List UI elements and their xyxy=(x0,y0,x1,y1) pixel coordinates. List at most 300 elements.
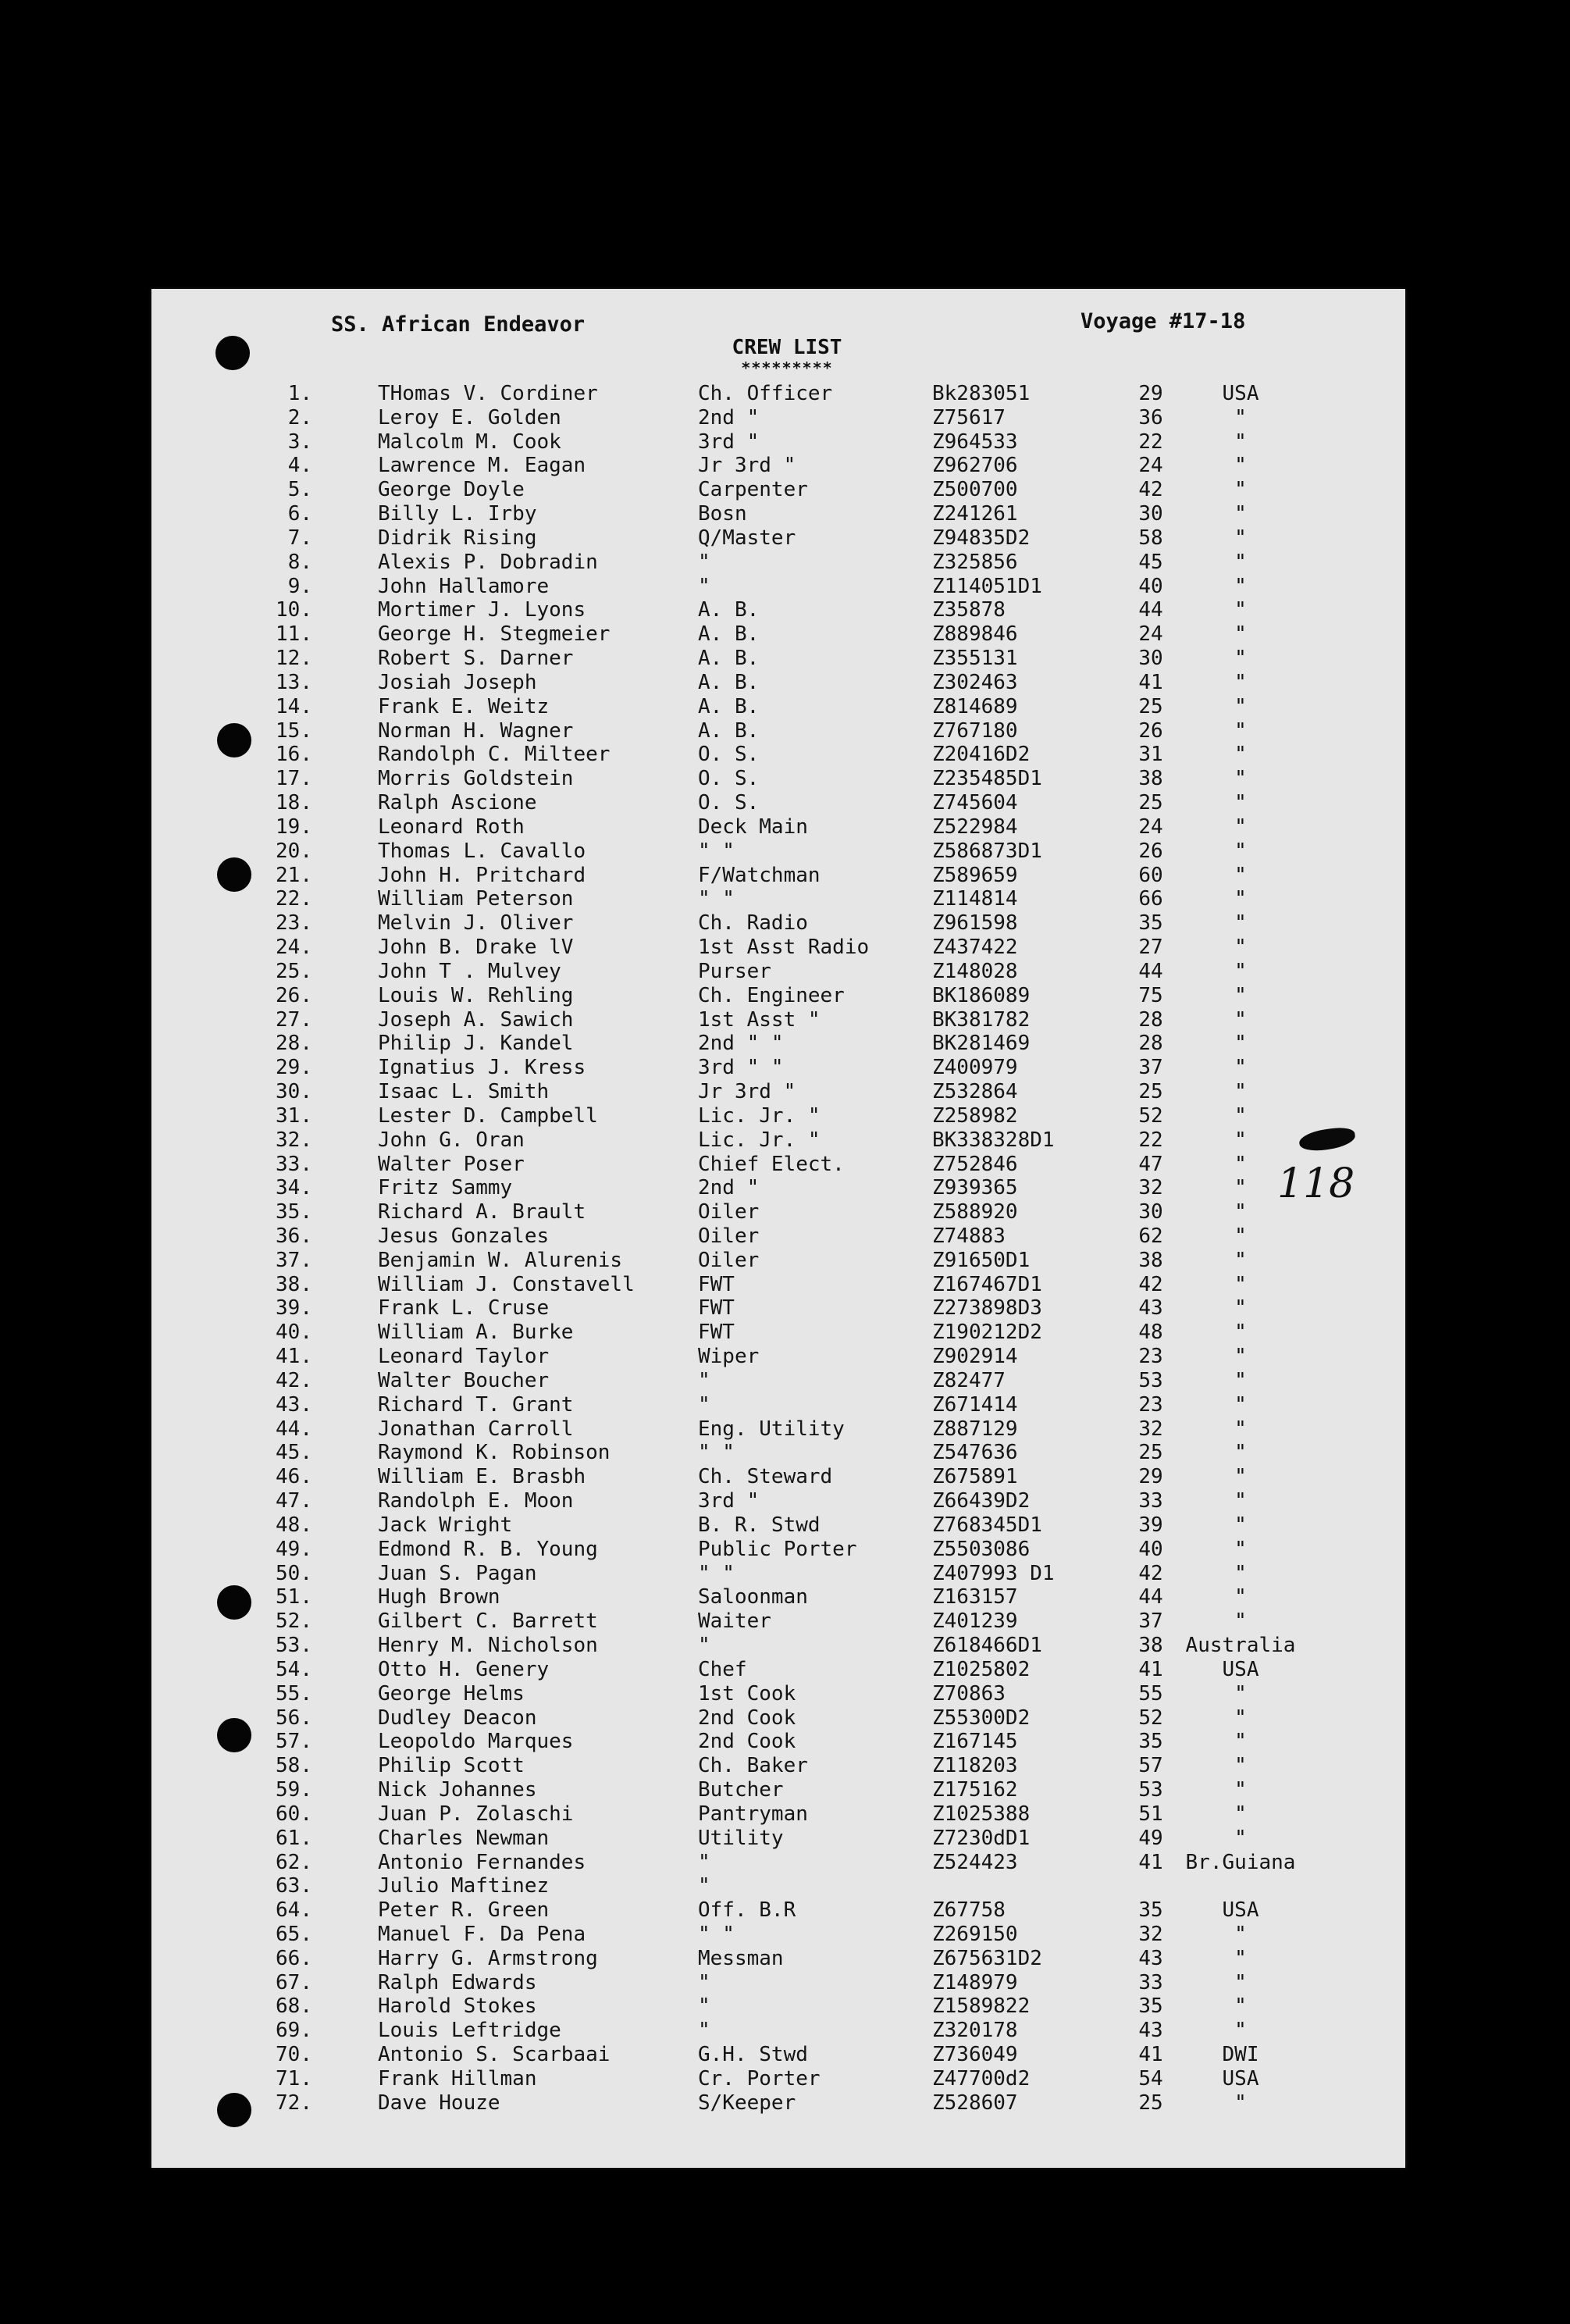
crew-rank: " " xyxy=(698,1441,735,1465)
crew-rank: Public Porter xyxy=(698,1537,857,1561)
crew-nationality: USA xyxy=(1222,1657,1259,1681)
crew-book-number: Z675631D2 xyxy=(932,1946,1042,1970)
crew-name: William J. Constavell xyxy=(378,1272,635,1296)
crew-rank: 3rd " xyxy=(698,430,760,454)
crew-name: Billy L. Irby xyxy=(378,502,537,526)
crew-row xyxy=(151,1104,1405,1128)
crew-rank: A. B. xyxy=(698,598,760,622)
crew-rank: Waiter xyxy=(698,1609,771,1634)
crew-rank: Carpenter xyxy=(698,478,808,502)
crew-number: 6. xyxy=(287,502,312,526)
crew-book-number: Z902914 xyxy=(932,1345,1018,1369)
crew-name: George Helms xyxy=(378,1681,525,1706)
crew-age: 41 xyxy=(1138,1850,1163,1874)
crew-rank: Chef xyxy=(698,1657,747,1681)
crew-number: 19. xyxy=(276,814,312,839)
crew-number: 20. xyxy=(276,839,312,863)
crew-age: 29 xyxy=(1138,1465,1163,1489)
crew-nationality: Br.Guiana xyxy=(1185,1850,1296,1874)
crew-number: 60. xyxy=(276,1802,312,1826)
crew-nationality: " xyxy=(1234,1224,1247,1248)
crew-rank: " xyxy=(698,1368,710,1392)
crew-age: 44 xyxy=(1138,1585,1163,1609)
crew-row xyxy=(151,526,1405,551)
crew-row xyxy=(151,2067,1405,2091)
crew-row xyxy=(151,1874,1405,1898)
crew-age: 43 xyxy=(1138,1296,1163,1321)
crew-book-number: Z114814 xyxy=(932,887,1018,911)
crew-number: 58. xyxy=(276,1754,312,1778)
crew-number: 42. xyxy=(276,1368,312,1392)
crew-rank: Off. B.R xyxy=(698,1898,796,1923)
crew-age: 30 xyxy=(1138,647,1163,671)
crew-number: 25. xyxy=(276,959,312,983)
crew-book-number: Z167467D1 xyxy=(932,1272,1042,1296)
crew-rank: " " xyxy=(698,887,735,911)
crew-name: Edmond R. B. Young xyxy=(378,1537,598,1561)
crew-rank: 1st Asst " xyxy=(698,1007,821,1032)
crew-number: 40. xyxy=(276,1321,312,1345)
crew-name: Norman H. Wagner xyxy=(378,718,574,743)
crew-nationality: " xyxy=(1234,983,1247,1007)
crew-age: 47 xyxy=(1138,1152,1163,1176)
crew-nationality: " xyxy=(1234,502,1247,526)
crew-book-number: Z618466D1 xyxy=(932,1634,1042,1658)
crew-nationality: " xyxy=(1234,936,1247,960)
crew-name: Josiah Joseph xyxy=(378,670,537,694)
crew-row xyxy=(151,1056,1405,1080)
crew-row xyxy=(151,1393,1405,1417)
crew-name: Nick Johannes xyxy=(378,1778,537,1802)
crew-name: Mortimer J. Lyons xyxy=(378,598,586,622)
crew-rank: Eng. Utility xyxy=(698,1417,845,1441)
crew-name: George H. Stegmeier xyxy=(378,622,611,647)
crew-row xyxy=(151,911,1405,936)
crew-book-number: Z814689 xyxy=(932,694,1018,718)
crew-nationality: " xyxy=(1234,1802,1247,1826)
crew-book-number: Z114051D1 xyxy=(932,574,1042,598)
crew-nationality: " xyxy=(1234,1609,1247,1634)
crew-book-number: Z5503086 xyxy=(932,1537,1031,1561)
crew-row xyxy=(151,1417,1405,1442)
crew-row xyxy=(151,1971,1405,1995)
crew-book-number: Z235485D1 xyxy=(932,767,1042,791)
crew-age: 48 xyxy=(1138,1321,1163,1345)
crew-book-number: Z524423 xyxy=(932,1850,1018,1874)
crew-name: Walter Boucher xyxy=(378,1368,550,1392)
crew-row xyxy=(151,960,1405,984)
crew-number: 3. xyxy=(287,430,312,454)
crew-number: 54. xyxy=(276,1657,312,1681)
crew-age: 43 xyxy=(1138,2019,1163,2043)
crew-rank: FWT xyxy=(698,1272,735,1296)
crew-nationality: " xyxy=(1234,454,1247,478)
crew-number: 14. xyxy=(276,694,312,718)
crew-book-number: Z736049 xyxy=(932,2043,1018,2067)
crew-rank: " xyxy=(698,2019,710,2043)
crew-row xyxy=(151,454,1405,478)
crew-age: 32 xyxy=(1138,1176,1163,1200)
crew-rank: " " xyxy=(698,1923,735,1946)
crew-rank: Jr 3rd " xyxy=(698,454,796,478)
crew-rank: Deck Main xyxy=(698,814,808,839)
crew-book-number: Z258982 xyxy=(932,1103,1018,1128)
crew-book-number: Z355131 xyxy=(932,647,1018,671)
crew-nationality: " xyxy=(1234,622,1247,647)
crew-name: Peter R. Green xyxy=(378,1898,550,1923)
crew-row xyxy=(151,478,1405,502)
crew-row xyxy=(151,2043,1405,2067)
crew-row xyxy=(151,864,1405,888)
crew-book-number: Z167145 xyxy=(932,1730,1018,1754)
crew-number: 38. xyxy=(276,1272,312,1296)
crew-age: 32 xyxy=(1138,1417,1163,1441)
crew-name: Juan S. Pagan xyxy=(378,1561,537,1585)
crew-age: 42 xyxy=(1138,1561,1163,1585)
crew-age: 25 xyxy=(1138,791,1163,815)
crew-nationality: " xyxy=(1234,1056,1247,1080)
crew-row xyxy=(151,1513,1405,1538)
crew-age: 27 xyxy=(1138,936,1163,960)
crew-nationality: " xyxy=(1234,1080,1247,1104)
crew-age: 25 xyxy=(1138,1441,1163,1465)
crew-row xyxy=(151,1153,1405,1177)
crew-rank: A. B. xyxy=(698,670,760,694)
crew-nationality: " xyxy=(1234,911,1247,936)
crew-nationality: " xyxy=(1234,1417,1247,1441)
crew-name: Frank L. Cruse xyxy=(378,1296,550,1321)
crew-number: 9. xyxy=(287,574,312,598)
crew-age: 39 xyxy=(1138,1513,1163,1537)
crew-number: 72. xyxy=(276,2091,312,2115)
crew-rank: " xyxy=(698,1634,710,1658)
crew-number: 41. xyxy=(276,1345,312,1369)
crew-row xyxy=(151,406,1405,430)
crew-row xyxy=(151,2019,1405,2043)
crew-age: 29 xyxy=(1138,382,1163,405)
crew-row xyxy=(151,791,1405,815)
crew-rank: O. S. xyxy=(698,791,760,815)
crew-number: 39. xyxy=(276,1296,312,1321)
crew-book-number: Z70863 xyxy=(932,1681,1006,1706)
crew-book-number: Z964533 xyxy=(932,430,1018,454)
crew-name: Didrik Rising xyxy=(378,526,537,550)
crew-number: 5. xyxy=(287,478,312,502)
crew-number: 53. xyxy=(276,1634,312,1658)
title-text: CREW LIST xyxy=(732,336,842,359)
crew-name: Philip Scott xyxy=(378,1754,525,1778)
crew-age: 38 xyxy=(1138,1634,1163,1658)
crew-name: Dave Houze xyxy=(378,2091,500,2115)
crew-nationality: " xyxy=(1234,863,1247,887)
crew-age: 38 xyxy=(1138,1248,1163,1272)
crew-number: 30. xyxy=(276,1080,312,1104)
crew-row xyxy=(151,647,1405,671)
crew-name: Antonio S. Scarbaai xyxy=(378,2043,611,2067)
crew-rank: B. R. Stwd xyxy=(698,1513,821,1537)
crew-book-number: Z7230dD1 xyxy=(932,1826,1031,1850)
crew-nationality: " xyxy=(1234,1176,1247,1200)
crew-nationality: " xyxy=(1234,1778,1247,1802)
crew-nationality: " xyxy=(1234,743,1247,767)
crew-number: 63. xyxy=(276,1874,312,1898)
crew-nationality: " xyxy=(1234,2019,1247,2043)
crew-book-number: Z522984 xyxy=(932,814,1018,839)
crew-number: 32. xyxy=(276,1128,312,1152)
crew-row xyxy=(151,1249,1405,1273)
crew-number: 49. xyxy=(276,1537,312,1561)
crew-name: Leonard Roth xyxy=(378,814,525,839)
crew-book-number: Z500700 xyxy=(932,478,1018,502)
crew-row xyxy=(151,1369,1405,1393)
crew-rank: Wiper xyxy=(698,1345,760,1369)
crew-book-number: BK338328D1 xyxy=(932,1128,1055,1152)
crew-name: Malcolm M. Cook xyxy=(378,430,561,454)
crew-rank: A. B. xyxy=(698,694,760,718)
crew-book-number: Z55300D2 xyxy=(932,1706,1031,1730)
crew-age: 42 xyxy=(1138,478,1163,502)
crew-book-number: BK381782 xyxy=(932,1007,1031,1032)
crew-book-number: Bk283051 xyxy=(932,382,1031,405)
crew-rank: Purser xyxy=(698,959,771,983)
crew-name: Richard T. Grant xyxy=(378,1392,574,1417)
crew-number: 10. xyxy=(276,598,312,622)
crew-book-number: Z47700d2 xyxy=(932,2066,1031,2091)
crew-row xyxy=(151,551,1405,575)
crew-row xyxy=(151,1200,1405,1224)
crew-age: 23 xyxy=(1138,1392,1163,1417)
crew-book-number: Z1025388 xyxy=(932,1802,1031,1826)
crew-age: 26 xyxy=(1138,839,1163,863)
crew-row xyxy=(151,1778,1405,1802)
ship-name: SS. African Endeavor xyxy=(331,312,586,337)
crew-rank: Ch. Engineer xyxy=(698,983,845,1007)
crew-rank: A. B. xyxy=(698,622,760,647)
crew-age: 25 xyxy=(1138,694,1163,718)
crew-row xyxy=(151,430,1405,454)
crew-row xyxy=(151,382,1405,406)
crew-row xyxy=(151,695,1405,719)
crew-nationality: " xyxy=(1234,1272,1247,1296)
crew-number: 35. xyxy=(276,1200,312,1224)
crew-row xyxy=(151,1827,1405,1851)
crew-number: 22. xyxy=(276,887,312,911)
crew-number: 45. xyxy=(276,1441,312,1465)
crew-nationality: " xyxy=(1234,1681,1247,1706)
crew-nationality: " xyxy=(1234,1585,1247,1609)
crew-name: Randolph C. Milteer xyxy=(378,743,611,767)
crew-name: Melvin J. Oliver xyxy=(378,911,574,936)
crew-name: William Peterson xyxy=(378,887,574,911)
crew-list xyxy=(151,382,1405,2115)
crew-nationality: " xyxy=(1234,1706,1247,1730)
crew-rank: " xyxy=(698,550,710,574)
crew-name: Philip J. Kandel xyxy=(378,1032,574,1056)
crew-number: 15. xyxy=(276,718,312,743)
crew-number: 16. xyxy=(276,743,312,767)
crew-nationality: " xyxy=(1234,887,1247,911)
crew-age: 44 xyxy=(1138,598,1163,622)
crew-nationality: " xyxy=(1234,1994,1247,2019)
crew-row xyxy=(151,743,1405,767)
crew-number: 12. xyxy=(276,647,312,671)
crew-nationality: " xyxy=(1234,550,1247,574)
crew-age: 22 xyxy=(1138,1128,1163,1152)
crew-age: 28 xyxy=(1138,1007,1163,1032)
crew-name: Randolph E. Moon xyxy=(378,1489,574,1513)
crew-name: Gilbert C. Barrett xyxy=(378,1609,598,1634)
crew-book-number: Z745604 xyxy=(932,791,1018,815)
crew-row xyxy=(151,767,1405,791)
crew-row xyxy=(151,1008,1405,1032)
crew-rank: " xyxy=(698,574,710,598)
crew-nationality: " xyxy=(1234,1007,1247,1032)
crew-age: 28 xyxy=(1138,1032,1163,1056)
crew-age: 30 xyxy=(1138,502,1163,526)
crew-number: 24. xyxy=(276,936,312,960)
crew-row xyxy=(151,1634,1405,1658)
crew-nationality: " xyxy=(1234,647,1247,671)
crew-row xyxy=(151,1682,1405,1706)
crew-book-number: Z75617 xyxy=(932,405,1006,430)
crew-age: 25 xyxy=(1138,1080,1163,1104)
crew-name: Alexis P. Dobradin xyxy=(378,550,598,574)
crew-nationality: " xyxy=(1234,670,1247,694)
crew-name: Lester D. Campbell xyxy=(378,1103,598,1128)
crew-rank: 3rd " xyxy=(698,1489,760,1513)
crew-name: Lawrence M. Eagan xyxy=(378,454,586,478)
crew-name: William A. Burke xyxy=(378,1321,574,1345)
crew-name: John G. Oran xyxy=(378,1128,525,1152)
crew-number: 47. xyxy=(276,1489,312,1513)
handwritten-page-number: 118 xyxy=(1277,1160,1355,1207)
crew-nationality: USA xyxy=(1222,1898,1259,1923)
crew-nationality: " xyxy=(1234,1368,1247,1392)
crew-age: 40 xyxy=(1138,1537,1163,1561)
crew-nationality: " xyxy=(1234,959,1247,983)
crew-rank: G.H. Stwd xyxy=(698,2043,808,2067)
crew-nationality: DWI xyxy=(1222,2043,1259,2067)
crew-book-number: Z148028 xyxy=(932,959,1018,983)
crew-book-number: Z547636 xyxy=(932,1441,1018,1465)
crew-book-number: Z273898D3 xyxy=(932,1296,1042,1321)
crew-name: Ignatius J. Kress xyxy=(378,1056,586,1080)
crew-age: 24 xyxy=(1138,814,1163,839)
crew-nationality: " xyxy=(1234,1032,1247,1056)
crew-name: Raymond K. Robinson xyxy=(378,1441,611,1465)
crew-number: 59. xyxy=(276,1778,312,1802)
crew-name: William E. Brasbh xyxy=(378,1465,586,1489)
crew-nationality: " xyxy=(1234,405,1247,430)
crew-row xyxy=(151,839,1405,864)
crew-row xyxy=(151,1585,1405,1609)
crew-book-number: Z400979 xyxy=(932,1056,1018,1080)
crew-book-number: Z1589822 xyxy=(932,1994,1031,2019)
crew-age: 32 xyxy=(1138,1923,1163,1946)
crew-book-number: Z302463 xyxy=(932,670,1018,694)
voyage-number: Voyage #17-18 xyxy=(1080,309,1246,333)
title-underline: ********* xyxy=(741,358,833,377)
crew-book-number: Z961598 xyxy=(932,911,1018,936)
crew-age: 26 xyxy=(1138,718,1163,743)
crew-book-number: Z752846 xyxy=(932,1152,1018,1176)
crew-age: 62 xyxy=(1138,1224,1163,1248)
crew-rank: Bosn xyxy=(698,502,747,526)
crew-number: 68. xyxy=(276,1994,312,2019)
crew-rank: Lic. Jr. " xyxy=(698,1128,821,1152)
crew-row xyxy=(151,1321,1405,1345)
crew-book-number: Z35878 xyxy=(932,598,1006,622)
crew-nationality: " xyxy=(1234,718,1247,743)
crew-name: Morris Goldstein xyxy=(378,767,574,791)
crew-age: 35 xyxy=(1138,1898,1163,1923)
crew-nationality: " xyxy=(1234,694,1247,718)
crew-rank: 2nd " xyxy=(698,1176,760,1200)
crew-row xyxy=(151,1465,1405,1489)
crew-age: 45 xyxy=(1138,550,1163,574)
crew-row xyxy=(151,1851,1405,1875)
crew-age: 35 xyxy=(1138,1994,1163,2019)
crew-nationality: " xyxy=(1234,791,1247,815)
crew-rank: Ch. Radio xyxy=(698,911,808,936)
crew-row xyxy=(151,1947,1405,1971)
crew-row xyxy=(151,1296,1405,1321)
crew-nationality: " xyxy=(1234,1730,1247,1754)
crew-number: 33. xyxy=(276,1152,312,1176)
crew-book-number: Z175162 xyxy=(932,1778,1018,1802)
crew-nationality: " xyxy=(1234,814,1247,839)
crew-nationality: " xyxy=(1234,1489,1247,1513)
crew-nationality: " xyxy=(1234,1441,1247,1465)
crew-age: 22 xyxy=(1138,430,1163,454)
crew-book-number: Z675891 xyxy=(932,1465,1018,1489)
crew-book-number: Z407993 D1 xyxy=(932,1561,1055,1585)
crew-nationality: " xyxy=(1234,1345,1247,1369)
crew-number: 27. xyxy=(276,1007,312,1032)
crew-name: Harry G. Armstrong xyxy=(378,1946,598,1970)
crew-book-number: Z269150 xyxy=(932,1923,1018,1946)
crew-nationality: " xyxy=(1234,1513,1247,1537)
crew-rank: S/Keeper xyxy=(698,2091,796,2115)
crew-name: THomas V. Cordiner xyxy=(378,382,598,405)
crew-rank: " xyxy=(698,1994,710,2019)
crew-number: 50. xyxy=(276,1561,312,1585)
crew-number: 57. xyxy=(276,1730,312,1754)
crew-nationality: " xyxy=(1234,1465,1247,1489)
crew-number: 66. xyxy=(276,1946,312,1970)
crew-name: Manuel F. Da Pena xyxy=(378,1923,586,1946)
crew-number: 36. xyxy=(276,1224,312,1248)
crew-rank: A. B. xyxy=(698,647,760,671)
crew-name: Ralph Ascione xyxy=(378,791,537,815)
crew-name: Harold Stokes xyxy=(378,1994,537,2019)
crew-age: 35 xyxy=(1138,1730,1163,1754)
crew-rank: F/Watchman xyxy=(698,863,821,887)
crew-rank: " xyxy=(698,1392,710,1417)
crew-name: George Doyle xyxy=(378,478,525,502)
crew-row xyxy=(151,1730,1405,1754)
crew-rank: FWT xyxy=(698,1321,735,1345)
crew-name: Robert S. Darner xyxy=(378,647,574,671)
crew-nationality: Australia xyxy=(1185,1634,1296,1658)
crew-rank: Oiler xyxy=(698,1248,760,1272)
crew-book-number: Z94835D2 xyxy=(932,526,1031,550)
crew-age: 57 xyxy=(1138,1754,1163,1778)
crew-rank: 2nd Cook xyxy=(698,1730,796,1754)
crew-nationality: " xyxy=(1234,767,1247,791)
crew-row xyxy=(151,1562,1405,1586)
crew-row xyxy=(151,719,1405,743)
